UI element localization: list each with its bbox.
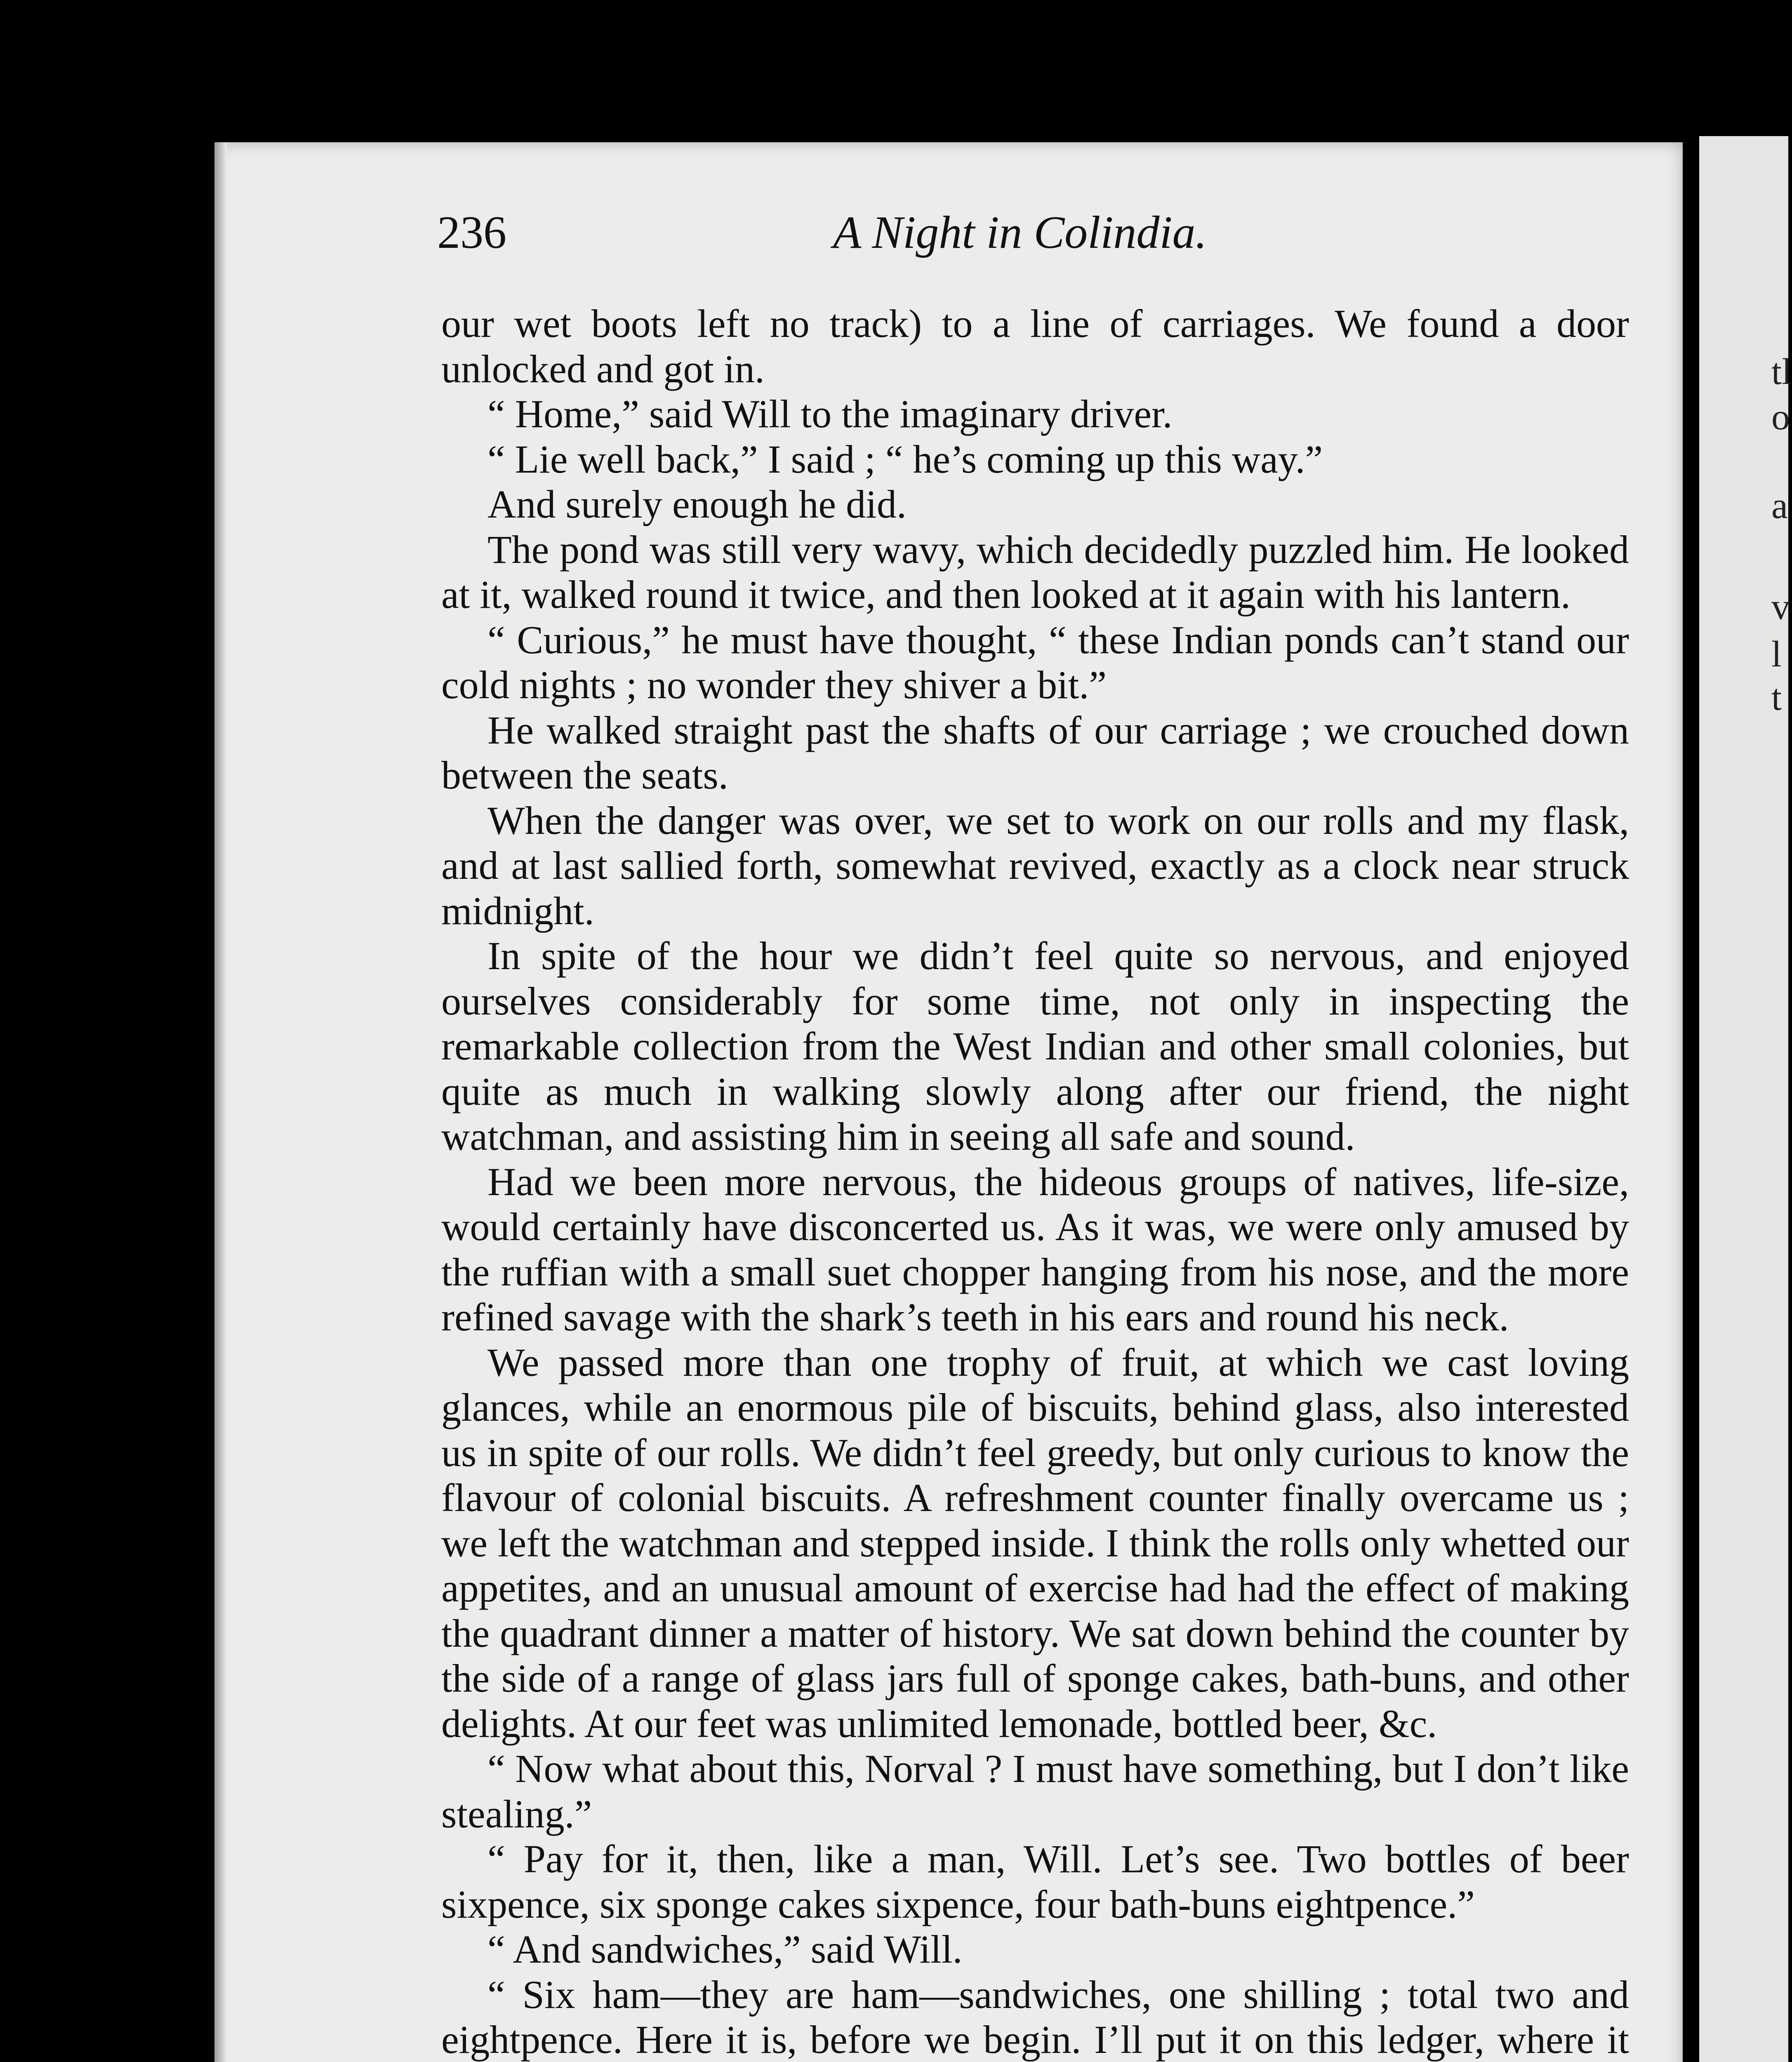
adjacent-page-fragment: v [1771,586,1790,627]
paragraph: We passed more than one trophy of fruit, at which we cast loving glances, while an enormous pile of biscuits, behind glass, also interested us in spite of our rolls. We didn’t feel greedy, but only curious to know the flavour of colonial biscuits. A refreshment counter finally overcame us ; we left the watchman and stepped inside. I think the rolls only whetted our appetites, and an unusual amount of exercise had had the effect of making the quadrant dinner a matter of history. We sat down behind the counter by the side of a range of glass jars full of sponge cakes, bath-buns, and other delights. At our feet was unlimited lemonade, bottled beer, &c. [441,1340,1629,1746]
adjacent-page-fragment: tl [1771,351,1792,392]
body-text [441,301,1629,2062]
adjacent-page-fragment: o [1771,397,1790,438]
running-title: A Night in Colindia. [833,207,1207,258]
page-number: 236 [437,207,506,258]
adjacent-page-fragment: a [1771,485,1788,526]
paragraph: And surely enough he did. [487,482,907,526]
page-binding-shadow [214,142,227,2062]
paragraph: He walked straight past the shafts of our carriage ; we crouched down between the seats. [441,708,1629,797]
paragraph: Had we been more nervous, the hideous groups of natives, life-size, would certainly have disconcerted us. As it was, we were only amused by the ruffian with a small suet chopper hanging from his nose, and the more refined savage with the shark’s teeth in his ears and round his neck. [441,1159,1629,1339]
paragraph: In spite of the hour we didn’t feel quite so nervous, and enjoyed ourselves considerably for some time, not only in inspecting the remarkable collection from the West Indian and other small colonies, but quite as much in walking slowly along after our friend, the night watchman, and assisting him in seeing all safe and sound. [441,934,1629,1158]
paragraph: “ Lie well back,” I said ; “ he’s coming up this way.” [487,437,1323,481]
paragraph: The pond was still very wavy, which decidedly puzzled him. He looked at it, walked round it twice, and then looked at it again with his lantern. [441,527,1629,617]
running-head [437,206,1633,264]
adjacent-page-fragment: l [1771,634,1782,675]
paragraph: our wet boots left no track) to a line of carriages. We found a door unlocked and got in. [441,301,1629,391]
paragraph: “ Home,” said Will to the imaginary driver. [487,392,1173,436]
adjacent-page-fragment: t [1771,677,1782,718]
paragraph: When the danger was over, we set to work on our rolls and my flask, and at last sallied forth, somewhat revived, exactly as a clock near struck midnight. [441,798,1629,933]
paragraph: “ Curious,” he must have thought, “ these Indian ponds can’t stand our cold nights ; no wonder they shiver a bit.” [441,617,1629,707]
paragraph: “ Pay for it, then, like a man, Will. Let’s see. Two bottles of beer sixpence, six sponge cakes sixpence, four bath-buns eightpence.” [441,1837,1629,1926]
paragraph: “ Now what about this, Norval ? I must have something, but I don’t like stealing.” [441,1747,1629,1836]
paragraph: “ And sandwiches,” said Will. [487,1927,963,1971]
adjacent-page-edge [1699,136,1792,2062]
paragraph: “ Six ham—they are ham—sandwiches, one shilling ; total two and eightpence. Here it is, before we begin. I’ll put it on this ledger, where it [441,1972,1629,2062]
